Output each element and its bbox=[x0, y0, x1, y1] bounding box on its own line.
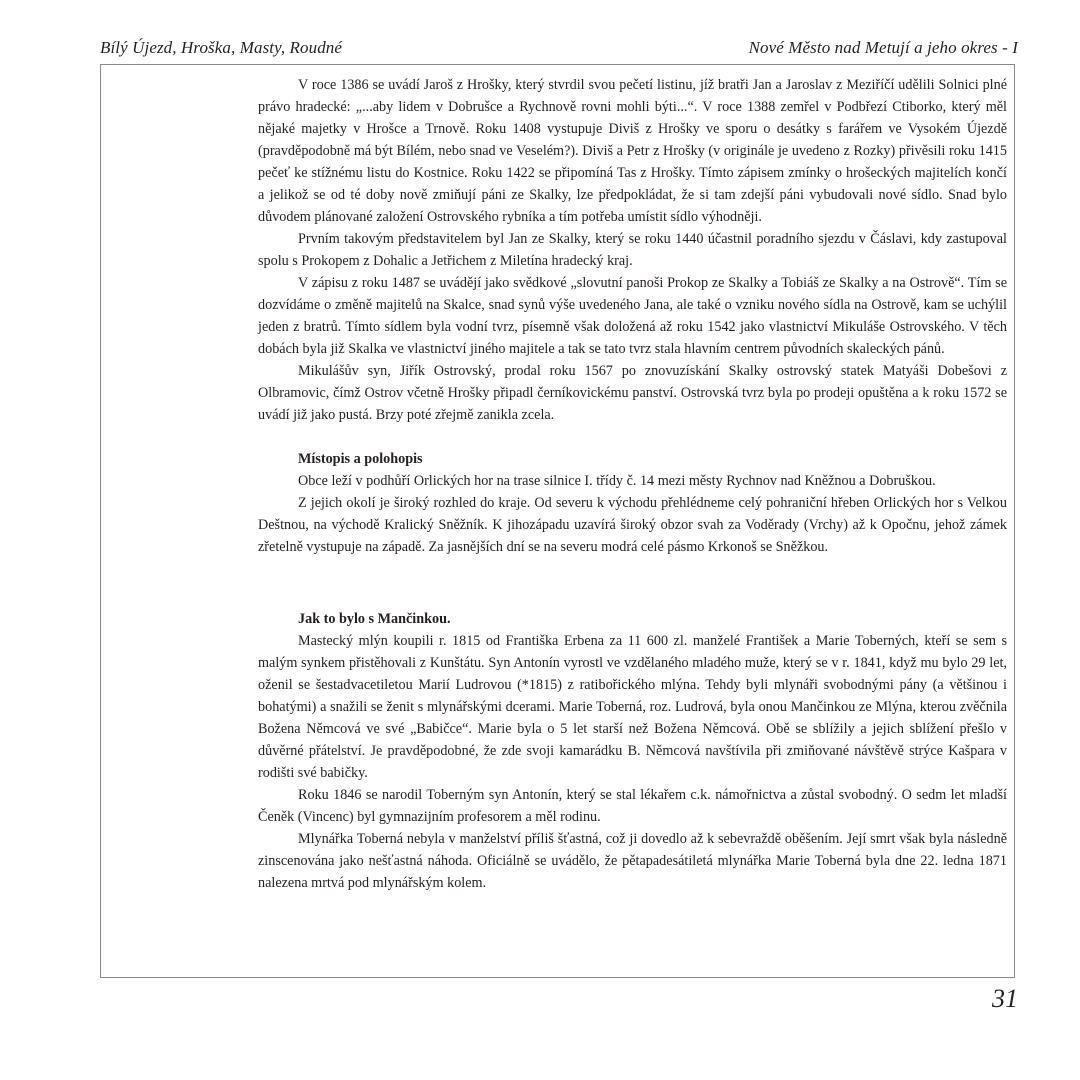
section-heading-mancinka: Jak to bylo s Mančinkou. bbox=[298, 611, 451, 627]
paragraph: Roku 1846 se narodil Toberným syn Antonín, který se stal lékařem c.k. námořnictva a zůstal svobodný. O sedm let mladší Čeněk (Vincenc) byl gymnazijním profesorem a měl rodinu. bbox=[258, 787, 1007, 825]
paragraph: Prvním takovým představitelem byl Jan ze Skalky, který se roku 1440 účastnil poradního sjezdu v Čáslavi, kdy zastupoval spolu s Prokopem z Dohalic a Jetřichem z Miletína hradecký kraj. bbox=[258, 231, 1007, 269]
paragraph: Obce leží v podhůří Orlických hor na trase silnice I. třídy č. 14 mezi městy Rychnov nad Kněžnou a Dobruškou. bbox=[298, 473, 936, 489]
paragraph: Z jejich okolí je široký rozhled do kraje. Od severu k východu přehlédneme celý pohraniční hřeben Orlických hor s Velkou Deštnou, na východě Kralický Sněžník. K jihozápadu uzavírá široký obzor svah za Voděrady (Vrchy) až k Opočnu, jehož zámek zřetelně vystupuje na západě. Za jasnějších dní se na severu modrá celé pásmo Krkonoš se Sněžkou. bbox=[258, 495, 1007, 555]
body-text bbox=[258, 74, 1007, 894]
section-heading-mistopis: Místopis a polohopis bbox=[298, 451, 423, 467]
spacer bbox=[258, 558, 1007, 608]
paragraph: V roce 1386 se uvádí Jaroš z Hrošky, který stvrdil svou pečetí listinu, jíž bratři Jan a Jaroslav z Meziříčí udělili Solnici plné právo hradecké: „...aby lidem v Dobrušce a Rychnově rovni mohli býti...“. V roce 1388 zemřel v Podbřezí Ctiborko, který měl nějaké majetky v Hrošce a Trnově. Roku 1408 vystupuje Diviš z Hrošky ve sporu o desátky s farářem ve Vysokém Újezdě (pravděpodobně má být Bílém, nebo snad ve Veselém?). Diviš a Petr z Hrošky (v originále je uvedeno z Rozky) přivěsili roku 1415 pečeť ke stížnému listu do Kostnice. Roku 1422 se připomíná Tas z Hrošky. Tímto zápisem zmínky o hrošeckých majitelích končí a jelikož se od té doby nově zmiňují páni ze Skalky, lze předpokládat, že si tam zdejší páni vybudovali nové sídlo. Snad bylo důvodem plánované založení Ostrovského rybníka a tím potřeba umístit sídlo výhodněji. bbox=[258, 77, 1007, 225]
spacer bbox=[258, 426, 1007, 448]
paragraph: Mlynářka Toberná nebyla v manželství příliš šťastná, což ji dovedlo až k sebevraždě oběšením. Její smrt však byla následně zinscenována jako nešťastná náhoda. Oficiálně se uvádělo, že pětapadesátiletá mlynářka Marie Toberná byla dne 22. ledna 1871 nalezena mrtvá pod mlynářským kolem. bbox=[258, 831, 1007, 891]
page-number: 31 bbox=[992, 984, 1018, 1013]
paragraph: V zápisu z roku 1487 se uvádějí jako svědkové „slovutní panoši Prokop ze Skalky a Tobiáš ze Skalky a na Ostrově“. Tím se dozvídáme o změně majitelů na Skalce, snad synů výše uvedeného Jana, ale také o vzniku nového sídla na Ostrově, kam se uchýlil jeden z bratrů. Tímto sídlem byla vodní tvrz, písemně však doložená až roku 1542 jako vlastnictví Mikuláše Ostrovského. V těch dobách byla již Skalka ve vlastnictví jiného majitele a tak se tato tvrz stala hlavním centrem původních skaleckých pánů. bbox=[258, 275, 1007, 357]
running-header-left: Bílý Újezd, Hroška, Masty, Roudné bbox=[100, 38, 343, 57]
paragraph: Mastecký mlýn koupili r. 1815 od Františka Erbena za 11 600 zl. manželé František a Marie Toberných, kteří se sem s malým synkem přistěhovali z Kunštátu. Syn Antonín vyrostl ve vzdělaného mladého muže, který se v r. 1841, když mu bylo 29 let, oženil se šestadvacetiletou Marií Ludrovou (*1815) z ratibořického mlýna. Tehdy byli mlynáři svobodnými pány (a většinou i bohatými) a snažili se ženit s mlynářskými dcerami. Marie Toberná, roz. Ludrová, byla onou Mančinkou ze Mlýna, kterou zvěčnila Božena Němcová ve své „Babičce“. Marie byla o 5 let starší než Božena Němcová. Obě se sblížily a jejich sblížení přešlo v důvěrné přátelství. Je pravděpodobné, že zde svoji kamarádku B. Němcová navštívila při zmiňované návštěvě strýce Kašpara v rodišti své babičky. bbox=[258, 633, 1007, 781]
paragraph: Mikulášův syn, Jiřík Ostrovský, prodal roku 1567 po znovuzískání Skalky ostrovský statek Matyáši Dobešovi z Olbramovic, čímž Ostrov včetně Hrošky připadl černíkovickému panství. Ostrovská tvrz byla po prodeji opuštěna a k roku 1572 se uvádí již jako pustá. Brzy poté zřejmě zanikla zcela. bbox=[258, 363, 1007, 423]
running-header-right: Nové Město nad Metují a jeho okres - I bbox=[748, 38, 1018, 57]
